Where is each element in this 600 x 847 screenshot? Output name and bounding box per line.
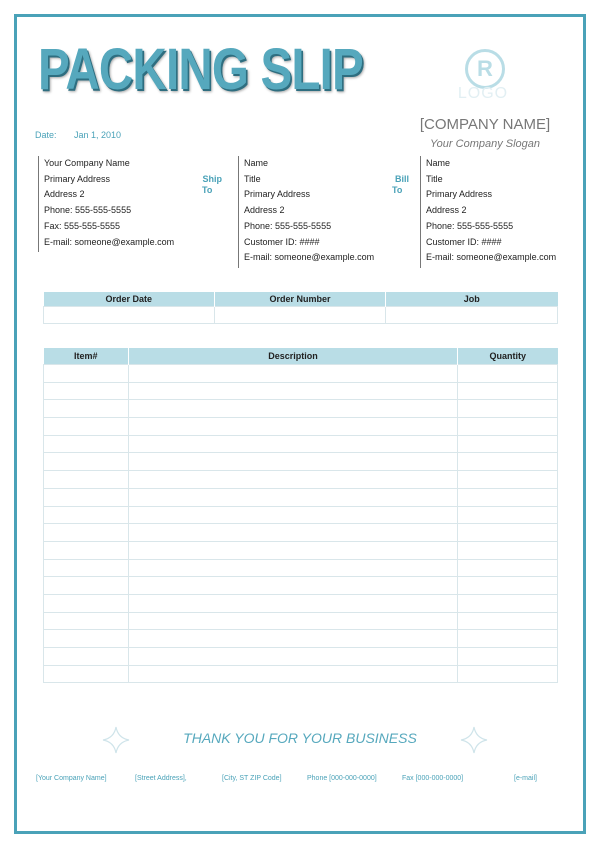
quantity-cell[interactable] bbox=[458, 541, 558, 559]
footer-street[interactable]: [Street Address], bbox=[135, 775, 187, 782]
table-row bbox=[44, 418, 558, 436]
item-number-cell[interactable] bbox=[44, 418, 129, 436]
description-cell[interactable] bbox=[129, 541, 458, 559]
description-cell[interactable] bbox=[129, 488, 458, 506]
order-table-header-row bbox=[44, 292, 558, 307]
ship-to-line[interactable]: Name bbox=[244, 158, 269, 168]
bill-to-line[interactable]: Primary Address bbox=[426, 189, 493, 200]
table-row bbox=[44, 524, 558, 542]
ship-to-line[interactable]: Address 2 bbox=[244, 205, 285, 216]
description-cell[interactable] bbox=[129, 524, 458, 542]
from-line[interactable]: Address 2 bbox=[44, 189, 85, 200]
item-number-cell[interactable] bbox=[44, 559, 129, 577]
page-title: PACKING SLIP bbox=[38, 37, 363, 102]
ship-to-line[interactable]: Phone: 555-555-5555 bbox=[244, 220, 332, 231]
footer-company[interactable]: [Your Company Name] bbox=[36, 775, 107, 782]
bill-to-block bbox=[420, 156, 556, 268]
description-cell[interactable] bbox=[129, 418, 458, 436]
footer-fax[interactable]: Fax [000-000-0000] bbox=[402, 775, 464, 782]
column-header-quantity: Quantity bbox=[458, 348, 558, 365]
item-number-cell[interactable] bbox=[44, 594, 129, 612]
items-table-body bbox=[44, 365, 558, 683]
column-header-order-date: Order Date bbox=[44, 292, 215, 307]
quantity-cell[interactable] bbox=[458, 559, 558, 577]
job-cell[interactable] bbox=[386, 307, 558, 324]
from-line[interactable]: Primary Address bbox=[44, 173, 111, 184]
item-number-cell[interactable] bbox=[44, 665, 129, 683]
table-row bbox=[44, 594, 558, 612]
items-table bbox=[43, 348, 558, 683]
description-cell[interactable] bbox=[129, 435, 458, 453]
footer-email[interactable]: [e-mail] bbox=[514, 775, 537, 782]
quantity-cell[interactable] bbox=[458, 630, 558, 648]
table-row bbox=[44, 365, 558, 383]
bill-to-label bbox=[385, 174, 409, 196]
order-table bbox=[43, 292, 558, 324]
thank-you-message: THANK YOU FOR YOUR BUSINESS bbox=[183, 730, 417, 746]
description-cell[interactable] bbox=[129, 471, 458, 489]
table-row bbox=[44, 506, 558, 524]
table-row bbox=[44, 541, 558, 559]
column-header-order-number: Order Number bbox=[215, 292, 386, 307]
table-row bbox=[44, 307, 558, 324]
quantity-cell[interactable] bbox=[458, 665, 558, 683]
quantity-cell[interactable] bbox=[458, 488, 558, 506]
description-cell[interactable] bbox=[129, 612, 458, 630]
company-name[interactable]: [COMPANY NAME] bbox=[419, 116, 551, 133]
from-line[interactable]: Fax: 555-555-5555 bbox=[44, 220, 121, 231]
column-header-description: Description bbox=[129, 348, 458, 365]
quantity-cell[interactable] bbox=[458, 506, 558, 524]
quantity-cell[interactable] bbox=[458, 612, 558, 630]
ship-to-label bbox=[196, 174, 222, 196]
item-number-cell[interactable] bbox=[44, 630, 129, 648]
description-cell[interactable] bbox=[129, 648, 458, 666]
quantity-cell[interactable] bbox=[458, 435, 558, 453]
from-line[interactable]: Your Company Name bbox=[44, 158, 130, 168]
quantity-cell[interactable] bbox=[458, 418, 558, 436]
ship-to-line[interactable]: Customer ID: #### bbox=[244, 236, 320, 247]
quantity-cell[interactable] bbox=[458, 365, 558, 383]
ship-to-block bbox=[238, 156, 374, 268]
description-cell[interactable] bbox=[129, 453, 458, 471]
table-row bbox=[44, 630, 558, 648]
description-cell[interactable] bbox=[129, 365, 458, 383]
quantity-cell[interactable] bbox=[458, 524, 558, 542]
company-slogan[interactable]: Your Company Slogan bbox=[429, 138, 541, 150]
bill-to-line[interactable]: Name bbox=[426, 158, 451, 168]
description-cell[interactable] bbox=[129, 506, 458, 524]
bill-to-line[interactable]: Customer ID: #### bbox=[426, 236, 502, 247]
table-row bbox=[44, 471, 558, 489]
item-number-cell[interactable] bbox=[44, 648, 129, 666]
bill-to-line[interactable]: E-mail: someone@example.com bbox=[426, 252, 557, 263]
bill-to-line[interactable]: Phone: 555-555-5555 bbox=[426, 220, 514, 231]
footer-phone[interactable]: Phone [000-000-0000] bbox=[307, 775, 377, 782]
quantity-cell[interactable] bbox=[458, 577, 558, 595]
item-number-cell[interactable] bbox=[44, 541, 129, 559]
item-number-cell[interactable] bbox=[44, 453, 129, 471]
registered-icon: R bbox=[465, 49, 505, 89]
footer-city[interactable]: [City, ST ZIP Code] bbox=[222, 775, 282, 782]
item-number-cell[interactable] bbox=[44, 400, 129, 418]
table-row bbox=[44, 453, 558, 471]
item-number-cell[interactable] bbox=[44, 612, 129, 630]
from-line[interactable]: Phone: 555-555-5555 bbox=[44, 205, 132, 216]
table-row bbox=[44, 559, 558, 577]
description-cell[interactable] bbox=[129, 594, 458, 612]
bill-to-line[interactable]: Title bbox=[426, 173, 443, 184]
table-row bbox=[44, 382, 558, 400]
table-row bbox=[44, 577, 558, 595]
description-cell[interactable] bbox=[129, 665, 458, 683]
ship-to-label-line2: To bbox=[202, 185, 213, 195]
item-number-cell[interactable] bbox=[44, 471, 129, 489]
date-label: Date: bbox=[35, 130, 57, 140]
quantity-cell[interactable] bbox=[458, 471, 558, 489]
order-number-cell[interactable] bbox=[215, 307, 386, 324]
table-row bbox=[44, 665, 558, 683]
ship-to-line[interactable]: E-mail: someone@example.com bbox=[244, 252, 375, 263]
from-line[interactable]: E-mail: someone@example.com bbox=[44, 236, 175, 247]
bill-to-label-line1: Bill bbox=[394, 174, 409, 184]
quantity-cell[interactable] bbox=[458, 594, 558, 612]
logo bbox=[455, 45, 515, 107]
item-number-cell[interactable] bbox=[44, 524, 129, 542]
quantity-cell[interactable] bbox=[458, 453, 558, 471]
item-number-cell[interactable] bbox=[44, 488, 129, 506]
date-value[interactable]: Jan 1, 2010 bbox=[74, 130, 122, 140]
table-row bbox=[44, 400, 558, 418]
ship-to-line[interactable]: Title bbox=[244, 173, 261, 184]
table-row bbox=[44, 488, 558, 506]
description-cell[interactable] bbox=[129, 630, 458, 648]
table-row bbox=[44, 612, 558, 630]
item-number-cell[interactable] bbox=[44, 506, 129, 524]
logo-text: LOGO bbox=[457, 85, 509, 102]
description-cell[interactable] bbox=[129, 577, 458, 595]
column-header-job: Job bbox=[386, 292, 558, 307]
order-date-cell[interactable] bbox=[44, 307, 215, 324]
table-row bbox=[44, 435, 558, 453]
ship-to-line[interactable]: Primary Address bbox=[244, 189, 311, 200]
quantity-cell[interactable] bbox=[458, 382, 558, 400]
item-number-cell[interactable] bbox=[44, 365, 129, 383]
quantity-cell[interactable] bbox=[458, 648, 558, 666]
item-number-cell[interactable] bbox=[44, 577, 129, 595]
quantity-cell[interactable] bbox=[458, 400, 558, 418]
description-cell[interactable] bbox=[129, 382, 458, 400]
ship-to-label-line1: Ship bbox=[202, 174, 222, 184]
items-table-header-row bbox=[44, 348, 558, 365]
description-cell[interactable] bbox=[129, 559, 458, 577]
bill-to-label-line2: To bbox=[392, 185, 403, 195]
description-cell[interactable] bbox=[129, 400, 458, 418]
item-number-cell[interactable] bbox=[44, 382, 129, 400]
bill-to-line[interactable]: Address 2 bbox=[426, 205, 467, 216]
table-row bbox=[44, 648, 558, 666]
from-address-block bbox=[38, 156, 174, 252]
sparkle-left-icon bbox=[102, 726, 130, 754]
item-number-cell[interactable] bbox=[44, 435, 129, 453]
column-header-item-number: Item# bbox=[44, 348, 129, 365]
